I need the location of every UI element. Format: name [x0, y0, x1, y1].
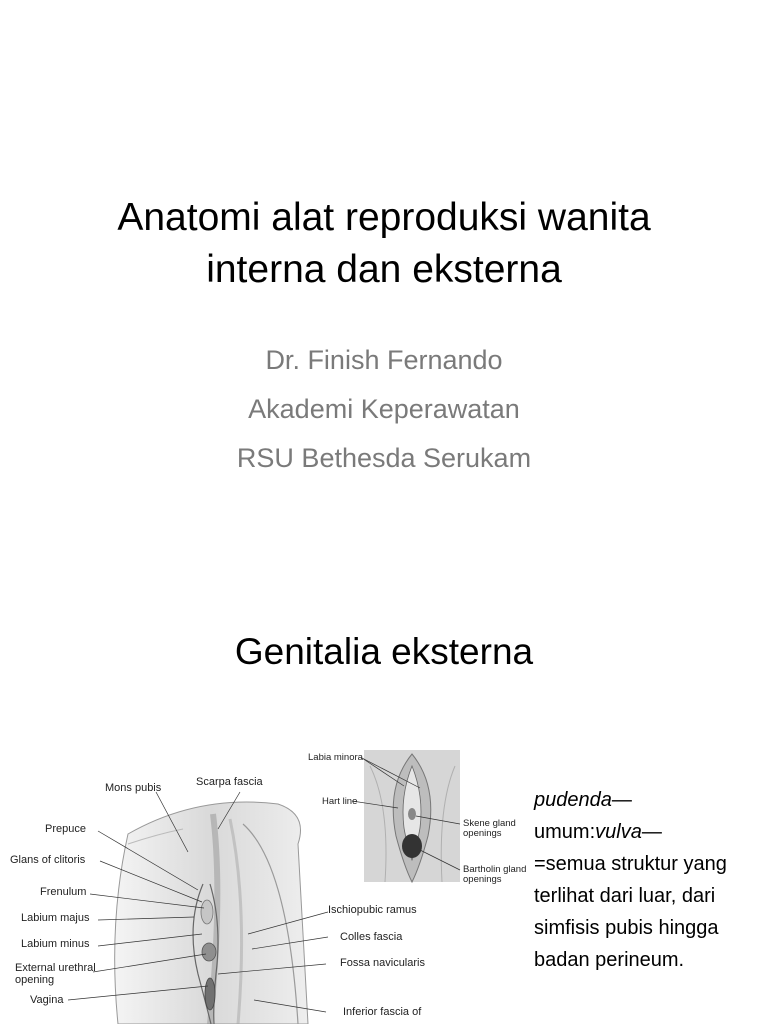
title-line-2: interna dan eksterna [206, 248, 562, 291]
slide-heading: Genitalia eksterna [234, 631, 534, 672]
label-external-urethral: External urethral [15, 962, 96, 974]
inset-label-bartholin-gland: Bartholin gland [463, 864, 527, 875]
title-line-1: Anatomi alat reproduksi wanita [117, 196, 651, 239]
definition-body: =semua struktur yang terlihat dari luar, dari simfisis pubis hingga badan perineum. [534, 853, 727, 971]
inset-label-hart-line: Hart line [322, 796, 358, 807]
label-labium-minus: Labium minus [21, 938, 90, 950]
label-colles-fascia: Colles fascia [340, 931, 403, 943]
inset-label-bartholin-openings: openings [463, 874, 502, 885]
label-prepuce: Prepuce [45, 823, 86, 835]
label-scarpa-fascia: Scarpa fascia [196, 776, 263, 788]
label-inferior-fascia: Inferior fascia of [343, 1006, 422, 1018]
label-vagina: Vagina [30, 994, 64, 1006]
label-frenulum: Frenulum [40, 886, 87, 898]
prefix-umum: umum: [534, 821, 596, 843]
inset-label-skene-openings: openings [463, 828, 502, 839]
subtitle-author: Dr. Finish Fernando [265, 345, 503, 375]
slide-subtitle [40, 336, 728, 483]
subtitle-institution: Akademi Keperawatan [248, 394, 520, 424]
content-slide [0, 576, 768, 1024]
label-labium-majus: Labium majus [21, 912, 90, 924]
dash-2: — [641, 821, 662, 843]
label-external-urethral-opening: opening [15, 974, 55, 986]
term-vulva: vulva [595, 821, 642, 843]
label-mons-pubis: Mons pubis [105, 782, 162, 794]
definition-text [534, 784, 754, 976]
dash-1: — [611, 789, 632, 811]
term-pudenda: pudenda [534, 789, 612, 811]
inset-label-skene-gland: Skene gland [463, 818, 516, 829]
inset-label-labia-minora: Labia minora [308, 752, 363, 763]
label-ischiopubic-ramus: Ischiopubic ramus [328, 904, 417, 916]
label-glans-clitoris: Glans of clitoris [10, 854, 86, 866]
subtitle-hospital: RSU Bethesda Serukam [236, 443, 532, 473]
slide-title [40, 192, 728, 296]
label-fossa-navicularis: Fossa navicularis [340, 957, 425, 969]
anatomy-diagram-inset [300, 746, 532, 886]
